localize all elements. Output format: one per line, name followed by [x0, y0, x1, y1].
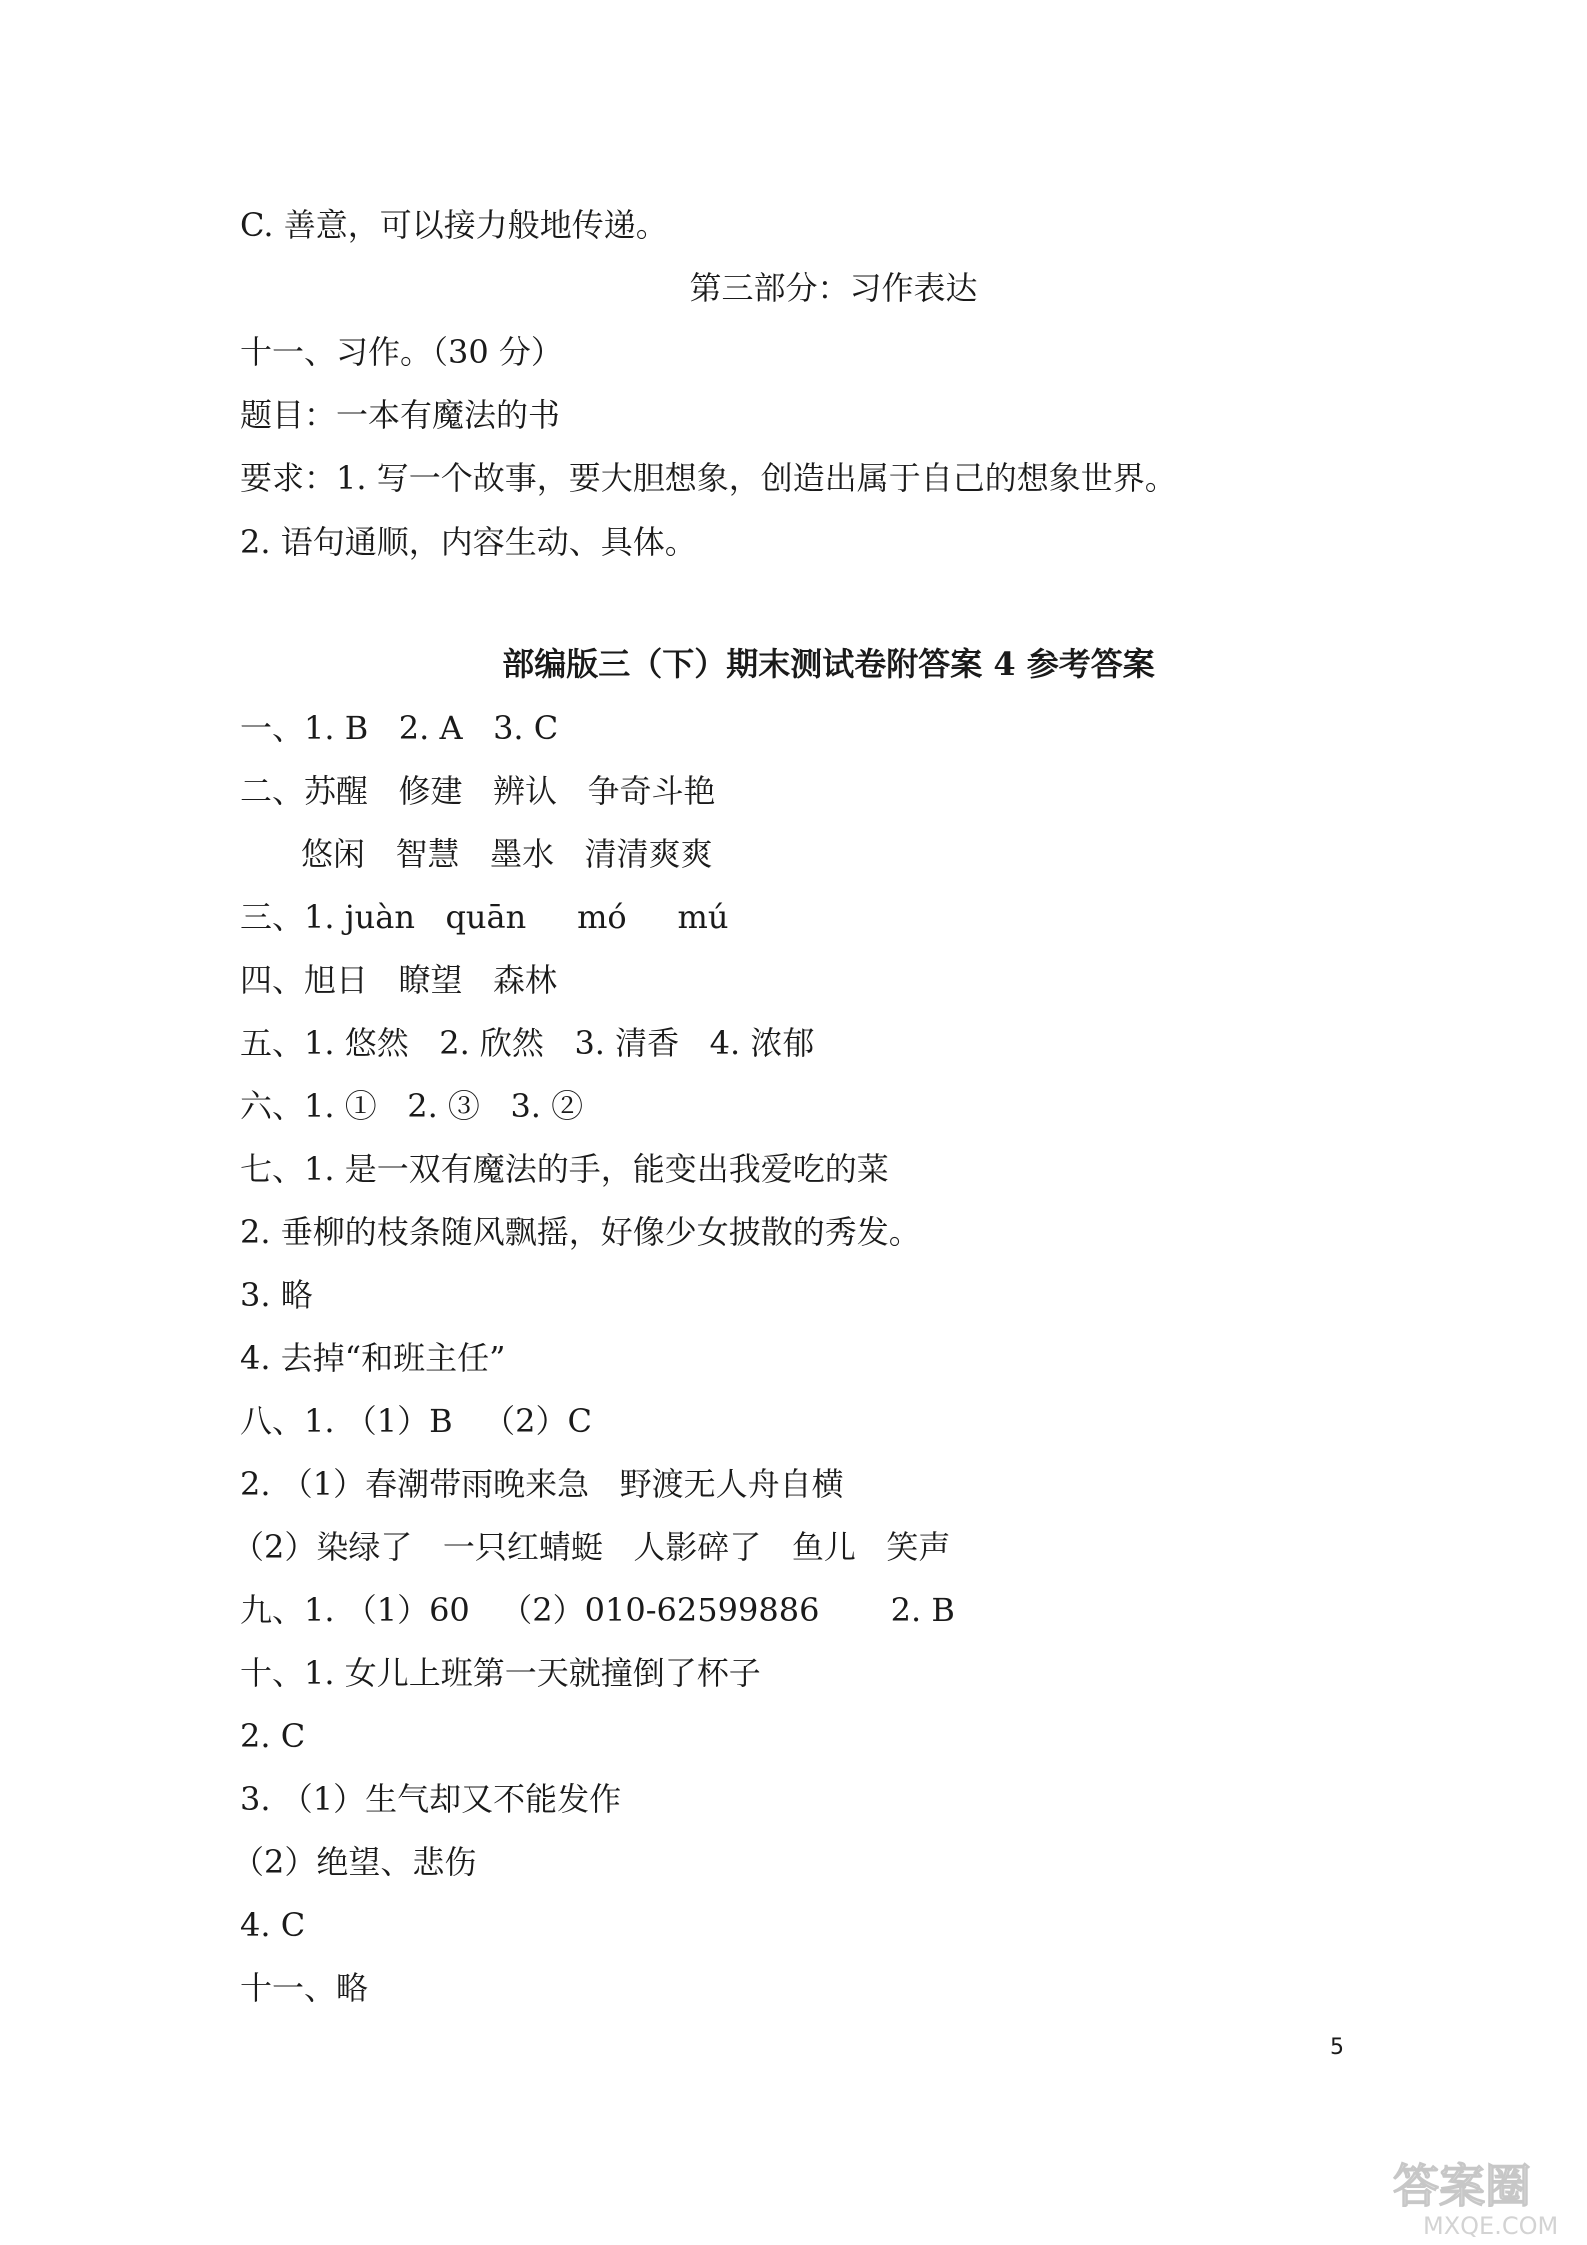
question-11: 十一、习作。（30 分）	[240, 333, 563, 371]
answer-line: 一、1. B 2. A 3. C	[240, 709, 559, 747]
watermark-url: MXQE.COM	[1423, 2212, 1559, 2240]
answer-line: 悠闲 智慧 墨水 清清爽爽	[240, 835, 713, 873]
answer-line: 九、1. （1）60 （2）010-62599886 2. B	[240, 1591, 955, 1629]
answer-line: 六、1. ① 2. ③ 3. ②	[240, 1087, 584, 1125]
answers-title: 部编版三（下）期末测试卷附答案 4 参考答案	[502, 645, 1155, 683]
answer-line: （2）绝望、悲伤	[232, 1843, 477, 1881]
answer-line: 四、旭日 瞭望 森林	[240, 961, 558, 999]
requirement-2: 2. 语句通顺，内容生动、具体。	[240, 523, 697, 561]
answer-line: 4. 去掉“和班主任”	[240, 1339, 506, 1377]
answer-line: 2. 垂柳的枝条随风飘摇，好像少女披散的秀发。	[240, 1213, 921, 1251]
answer-line: 八、1. （1）B （2）C	[240, 1402, 592, 1440]
requirement-1: 要求：1. 写一个故事，要大胆想象，创造出属于自己的想象世界。	[240, 459, 1177, 497]
option-c-line: C. 善意，可以接力般地传递。	[240, 206, 668, 244]
answer-line: 3. 略	[240, 1276, 313, 1314]
answer-line: 4. C	[240, 1906, 306, 1944]
answer-line: 3. （1）生气却又不能发作	[240, 1780, 622, 1818]
watermark-text: 答案圈	[1393, 2159, 1531, 2213]
page-number: 5	[1330, 2035, 1344, 2060]
answer-line: 十、1. 女儿上班第一天就撞倒了杯子	[240, 1654, 761, 1692]
essay-topic: 题目：一本有魔法的书	[240, 396, 561, 434]
watermark-logo	[1385, 2150, 1580, 2240]
answer-line: 十一、略	[240, 1969, 369, 2007]
answer-line: 七、1. 是一双有魔法的手，能变出我爱吃的菜	[240, 1150, 889, 1188]
answer-line: （2）染绿了 一只红蜻蜓 人影碎了 鱼儿 笑声	[232, 1528, 951, 1566]
answer-line: 二、苏醒 修建 辨认 争奇斗艳	[240, 772, 716, 810]
answer-line: 2. （1）春潮带雨晚来急 野渡无人舟自横	[240, 1465, 844, 1503]
answer-line: 五、1. 悠然 2. 欣然 3. 清香 4. 浓郁	[240, 1024, 815, 1062]
answer-line: 2. C	[240, 1717, 306, 1755]
answer-line: 三、1. juàn quān mó mú	[240, 898, 729, 936]
section-title: 第三部分：习作表达	[689, 269, 978, 307]
